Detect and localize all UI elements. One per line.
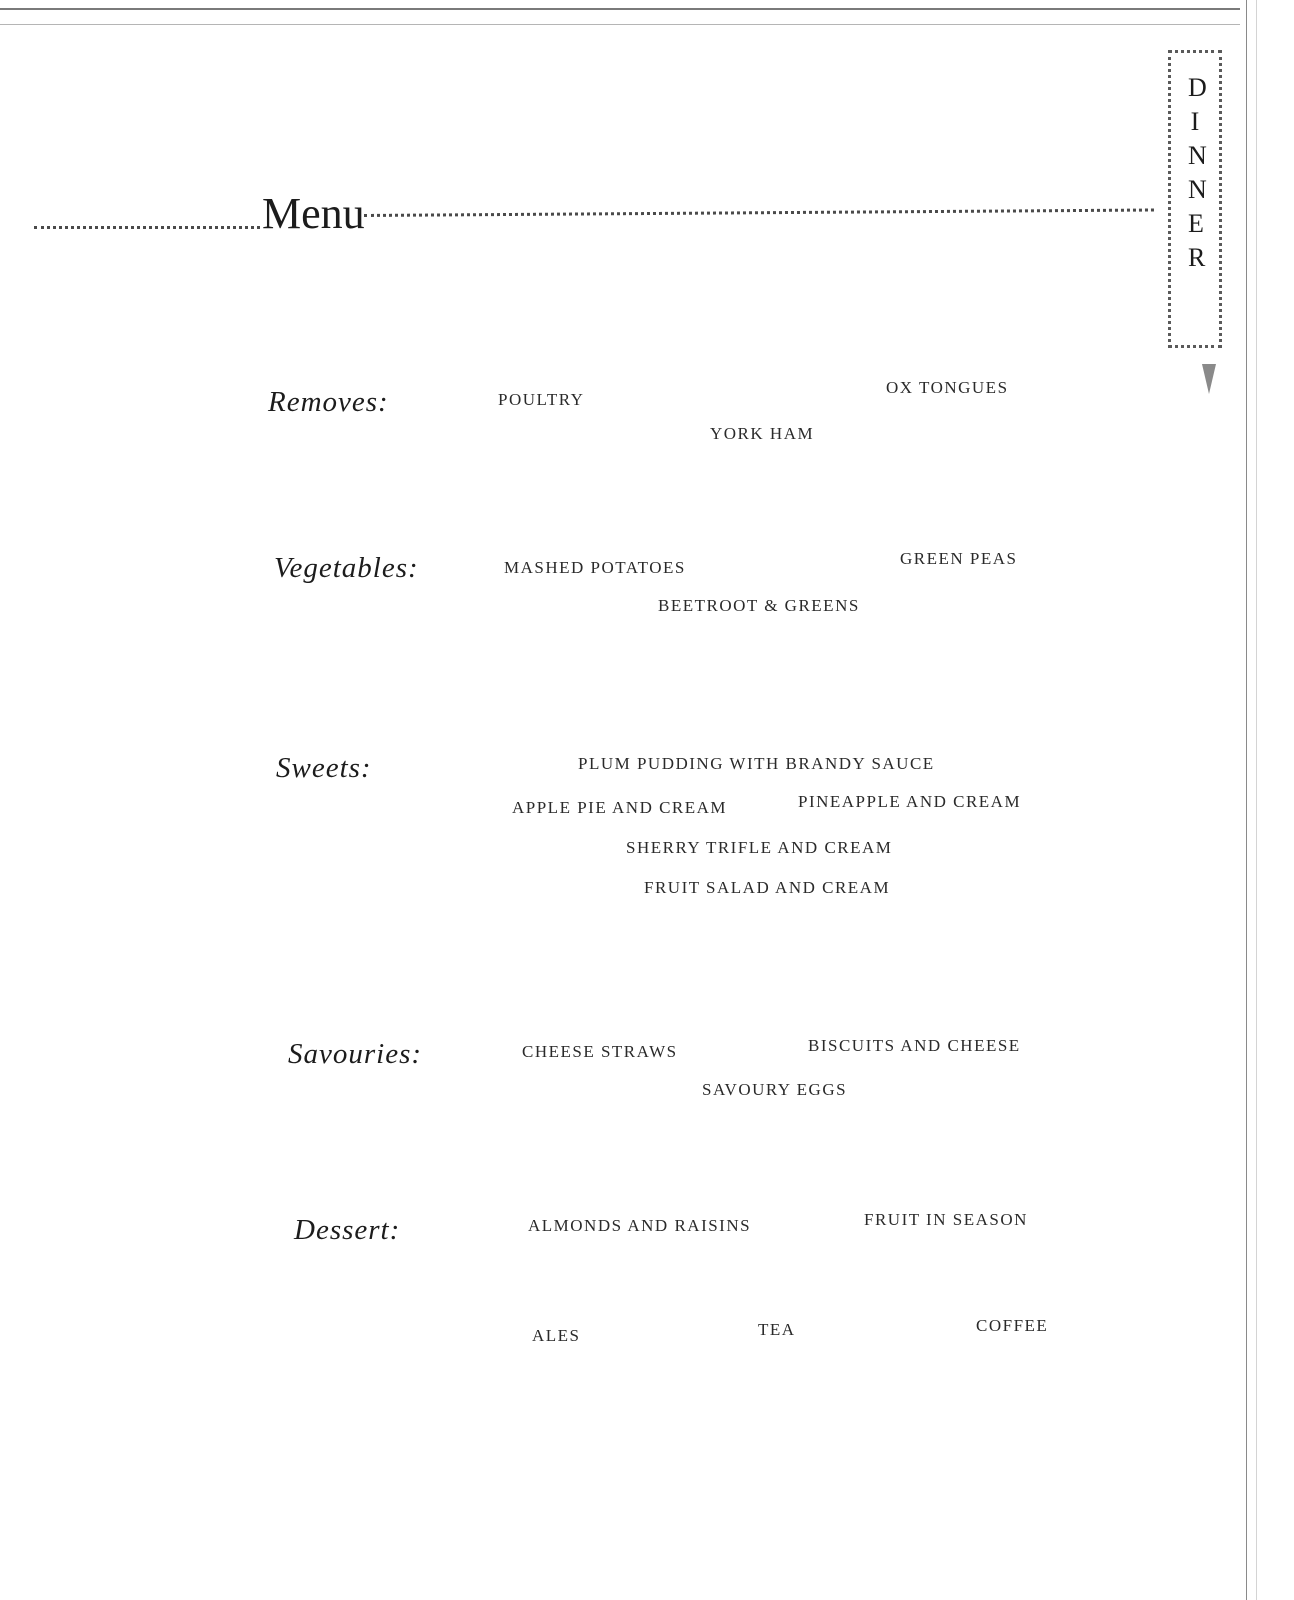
menu-item: ALMONDS AND RAISINS (528, 1216, 752, 1235)
section-label-dessert: Dessert: (294, 1214, 401, 1246)
menu-item: OX TONGUES (886, 378, 1009, 397)
menu-item: FRUIT SALAD AND CREAM (644, 878, 891, 897)
drink-item: COFFEE (976, 1316, 1049, 1335)
menu-item: APPLE PIE AND CREAM (512, 798, 728, 817)
menu-item: BISCUITS AND CHEESE (808, 1036, 1021, 1055)
decorative-rule-left (34, 226, 260, 229)
menu-item: BEETROOT & GREENS (658, 596, 860, 615)
menu-item: PLUM PUDDING WITH BRANDY SAUCE (578, 754, 935, 773)
menu-item: YORK HAM (710, 424, 815, 443)
menu-item: SAVOURY EGGS (702, 1080, 848, 1099)
tab-pointer-icon (1202, 364, 1216, 394)
menu-item: SHERRY TRIFLE AND CREAM (626, 838, 893, 857)
section-label-removes: Removes: (268, 386, 389, 418)
drink-item: ALES (532, 1326, 581, 1345)
menu-item: MASHED POTATOES (504, 558, 686, 577)
menu-item: POULTRY (498, 390, 585, 409)
page-edge (1256, 0, 1257, 1600)
page-edge (0, 8, 1240, 10)
section-label-vegetables: Vegetables: (274, 552, 419, 584)
page-edge (1246, 0, 1247, 1600)
page-title: Menu (262, 189, 365, 238)
decorative-rule-right (364, 208, 1154, 217)
page-edge (0, 24, 1240, 25)
menu-item: GREEN PEAS (900, 549, 1018, 568)
menu-item: CHEESE STRAWS (522, 1042, 678, 1061)
section-label-sweets: Sweets: (276, 752, 372, 784)
menu-item: FRUIT IN SEASON (864, 1210, 1028, 1229)
menu-item: PINEAPPLE AND CREAM (798, 792, 1022, 811)
tab-label: DINNER (1188, 73, 1207, 272)
dinner-tab (1168, 50, 1222, 348)
section-label-savouries: Savouries: (288, 1038, 423, 1070)
drink-item: TEA (758, 1320, 796, 1339)
